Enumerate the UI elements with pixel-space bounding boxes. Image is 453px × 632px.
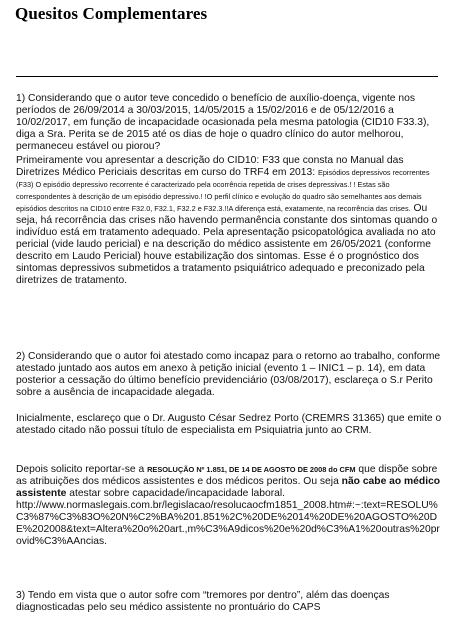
answer-2-resolution-paragraph	[16, 464, 444, 500]
answer-2-first	[16, 413, 444, 437]
answer-2-emphasis: não cabe ao médico assistente	[16, 476, 441, 499]
answer-2-middle: que dispõe sobre as atribuições dos médicos assistentes e dos médicos peritos. Ou seja	[16, 464, 438, 487]
answer-2-lead: Depois solicito reportar-se a	[16, 464, 148, 475]
title-divider	[16, 76, 438, 77]
question-1-text: 1) Considerando que o autor teve concedido o benefício de auxílio-doença, vigente nos períodos de 26/09/2014 a 30/03/2015, 14/05/2015 a 15/02/2016 e de 05/12/2016 a 10/02/2017, em função de incapacidade ocasionada pela mesma patologia (CID10 F33.3), diga a Sra. Perita se de 2015 até os dias de hoje o quadro clínico do autor melhorou, permaneceu estável ou piorou?	[16, 93, 430, 152]
answer-1-paragraph	[16, 155, 444, 287]
answer-2-end: atestar sobre capacidade/incapacidade laboral.	[66, 488, 286, 499]
page-title: Quesitos Complementares	[15, 4, 208, 23]
question-3-text: 3) Tendo em vista que o autor sofre com “tremores por dentro”, além das doenças diagnosticadas pelo seu médico assistente no prontuário do CAPS	[16, 590, 390, 613]
answer-1	[16, 155, 444, 287]
answer-1-intro: Primeiramente vou apresentar a descrição do CID10: F33 que consta no Manual das Diretrizes Médico Periciais descritas em curso do TRF4 em 2013:	[16, 155, 404, 178]
question-2-text: 2) Considerando que o autor foi atestado como incapaz para o retorno ao trabalho, conforme atestado juntado aos autos em anexo à petição inicial (evento 1 – INIC1 – p. 14), em data posterior a cessação do último benefício previdenciário (03/08/2017), esclareça o S.r Perito sobre a ausência de incapacidade alegada.	[16, 351, 441, 398]
cid10-description-quote: Episódios depressivos recorrentes (F33) O episódio depressivo recorrente é caracterizado pela ocorrência repetida de crises depressivas.! ! Estas são correspondentes à descrição de um episódio depressivo.! !O perfil clínico e evolução do quadro são semelhantes aos demais episódios descritos na CID10 entre F32.0, F32.1, F32.2 e F32.3.!!A diferença está, exatamente, na recorrência das crises.	[16, 168, 430, 213]
resolution-citation: RESOLUÇÃO Nº 1.851, DE 14 DE AGOSTO DE 2008 do CFM	[147, 465, 356, 474]
question-2	[16, 351, 444, 399]
resolution-url-link[interactable]: http://www.normaslegais.com.br/legislacao/resolucaocfm1851_2008.htm#:~:text=RESOLU%C3%87%C3%83O%20N%C2%BA%201.851%2C%20DE%2014%20DE%20AGOSTO%20DE%202008&text=Altera%20o%20art.,m%C3%A9dicos%20e%20d%C3%A1%20outras%20provid%C3%AAncias.	[16, 500, 440, 547]
answer-2-second	[16, 464, 444, 548]
question-3	[16, 590, 444, 614]
question-1	[16, 93, 444, 153]
answer-1-conclusion: Ou seja, há recorrência das crises não havendo permanência constante dos sintomas quando o indivíduo está em tratamento adequado. Pela apresentação psicopatológica avaliada no ato pericial (vide laudo pericial) e na descrição do médico assistente em 26/05/2021 (conforme descrito em Laudo Pericial) houve estabilização dos sintomas. Esse é o prognóstico dos sintomas depressivos submetidos a tratamento psiquiátrico adequado e preconizado pela diretrizes de tratamento.	[16, 203, 438, 286]
answer-2-specialist-note: Inicialmente, esclareço que o Dr. Augusto César Sedrez Porto (CREMRS 31365) que emite o atestado citado não possui título de especialista em Psiquiatria junto ao CRM.	[16, 413, 442, 436]
